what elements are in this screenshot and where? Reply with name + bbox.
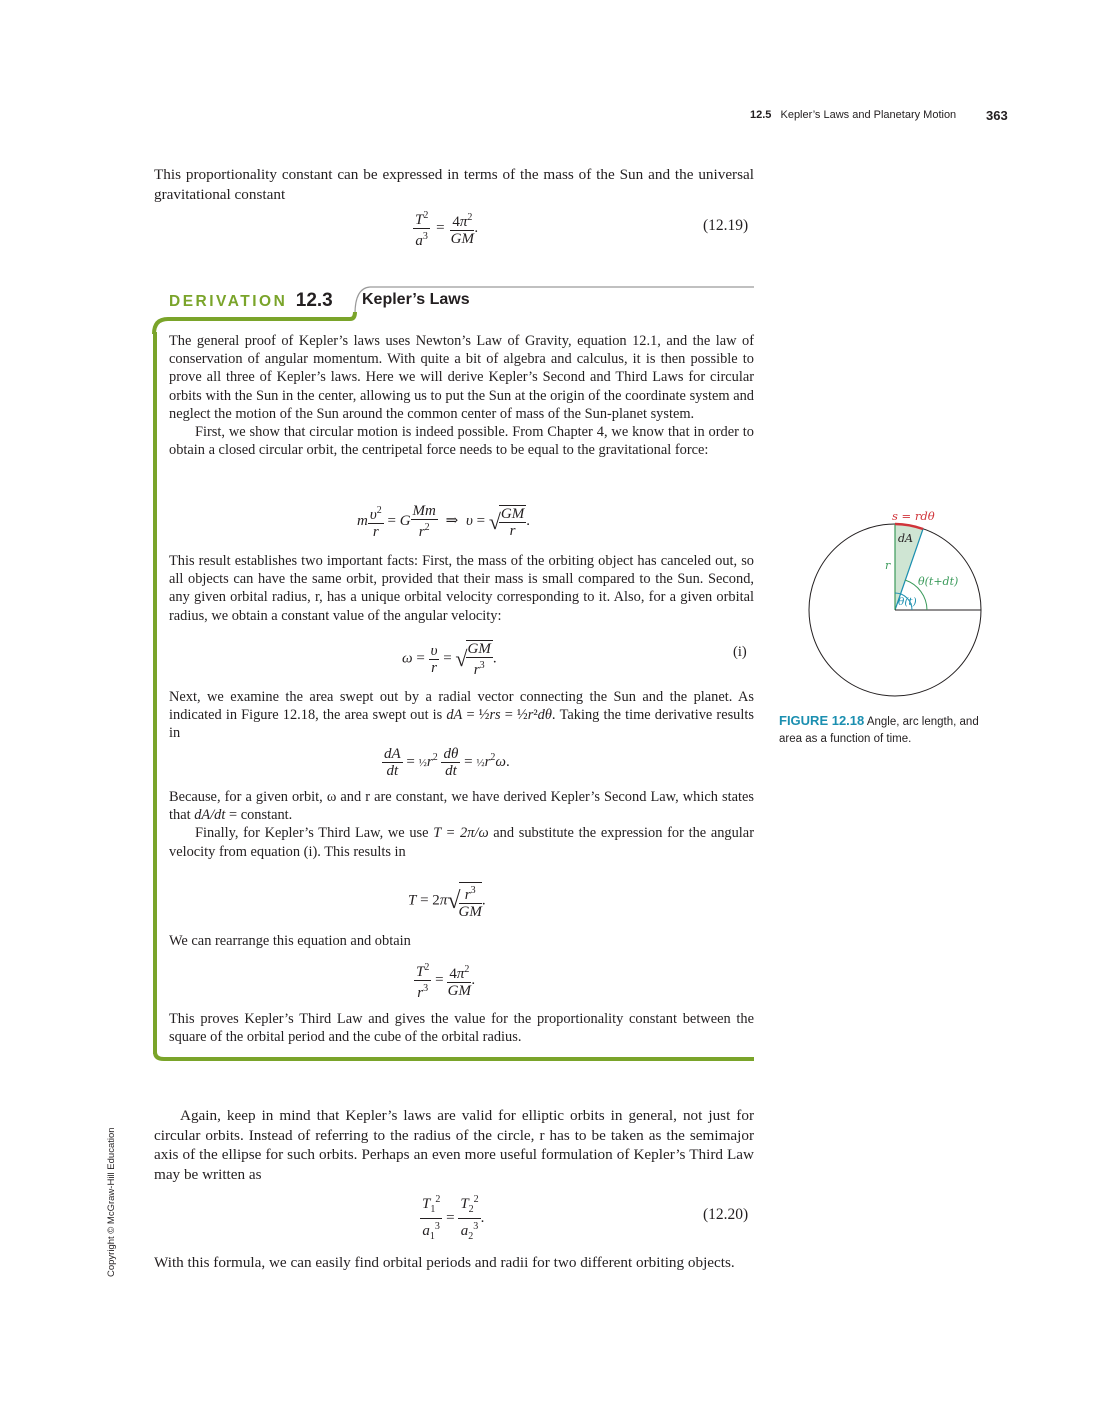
after-paragraph-2: With this formula, we can easily find orbital periods and radii for two different orbiting objects.: [154, 1254, 735, 1271]
equation-12-20: $\frac{T_1^2}{a_1^3}$ = $\frac{T_2^2}{a_2^3}$ .: [422, 1194, 485, 1242]
derivation-text-1: The general proof of Kepler’s laws uses Newton’s Law of Gravity, equation 12.1, and the law of conservation of angular momentum. With quite a bit of algebra and calculus, it is then possible to prove all three of Kepler’s laws. Here we will derive Kepler’s Second and Third Laws for circular orbits with the Sun in the center, allowing us to put the Sun at the origin of the coordinate system and neglect the motion of the Sun around the common center of mass of the Sun-planet system.: [169, 333, 754, 422]
derivation-text-6c: and substitute the expression for the angular velocity from equation (i). This results in: [169, 825, 754, 860]
figure-label: FIGURE 12.18: [779, 713, 865, 728]
equation-12-19: $\frac{T^2}{a^3}$ = $\frac{4\pi^2}{GM}$ .: [415, 210, 479, 249]
derivation-word: DERIVATION: [169, 293, 288, 310]
derivation-text-5a: Because, for a given orbit, ω and r are constant, we have derived Kepler’s Second Law, which states that: [169, 789, 754, 824]
equation-area-rate: $\frac{dA}{dt}$ = $\frac{1}{2}r^2$ $\frac{d\theta}{dt}$ = $\frac{1}{2}r^2\omega$.: [384, 746, 510, 779]
after-paragraph-1: [154, 1106, 754, 1184]
radius-label: r: [885, 559, 891, 572]
derivation-p3: This result establishes two important facts: First, the mass of the orbiting object has canceled out, so all objects can have the same orbit, provided that their mass is small compared to the Sun. Second, any given orbital radius, r, has a unique orbital velocity corresponding to it. Also, for a given orbital radius, we obtain a constant value of the angular velocity:: [169, 553, 754, 624]
equation-centripetal: m $\frac{\upsilon^2}{r}$ = G $\frac{Mm}{r^2}$ ⇒ υ = √ $\frac{GM}{r}$ .: [357, 503, 530, 540]
derivation-p4: Next, we examine the area swept out by a radial vector connecting the Sun and the planet. As indicated in Figure 12.18, the area swept out is dA = ½rs = ½r²dθ. Taking the time derivative results in: [169, 689, 754, 742]
running-header: [750, 109, 956, 121]
derivation-p7: We can rearrange this equation and obtain: [169, 933, 411, 949]
derivation-p8: This proves Kepler’s Third Law and gives the value for the proportionality constant between the square of the orbital period and the cube of the orbital radius.: [169, 1011, 754, 1046]
derivation-p5: [169, 788, 754, 861]
derivation-text-5c: = constant.: [229, 807, 293, 824]
derivation-text-6a: Finally, for Kepler’s Third Law, we use: [195, 825, 429, 842]
derivation-text-5b: dA/dt: [194, 807, 226, 824]
section-number: 12.5: [750, 109, 772, 121]
page-number: 363: [986, 108, 1008, 123]
equation-number-i: (i): [733, 644, 747, 660]
derivation-text-4a: Next, we examine the area swept out by a radial vector connecting the Sun and the planet. As indicated in Figure 12.18, the area swept out is: [169, 689, 754, 724]
after-text-1: Again, keep in mind that Kepler’s laws are valid for elliptic orbits in general, not just for circular orbits. Instead of referring to the radius of the circle, r has to be taken as the semimajor axis of the ellipse for such orbits. Perhaps an even more useful formulation of Kepler’s Third Law may be written as: [154, 1107, 754, 1183]
equation-kepler-third: $\frac{T^2}{r^3}$ = $\frac{4\pi^2}{GM}$ .: [416, 962, 476, 1001]
equation-period: T = 2π√ $\frac{r^3}{GM}$ .: [408, 882, 486, 920]
derivation-title: Kepler’s Laws: [362, 291, 470, 308]
figure-caption: [779, 712, 1004, 748]
figure-caption-text: Angle, arc length, and area as a function of time.: [779, 716, 979, 745]
derivation-text-4b: Taking the time derivative results in: [169, 707, 754, 742]
derivation-text-2: First, we show that circular motion is indeed possible. From Chapter 4, we know that in order to obtain a closed circular orbit, the centripetal force needs to be equal to the gravitational force:: [169, 424, 754, 459]
equation-number-12-19: (12.19): [703, 217, 749, 234]
equation-angular-velocity: ω = $\frac{\upsilon}{r}$ = √ $\frac{GM}{r^3}$ .: [402, 641, 497, 678]
derivation-number: 12.3: [295, 290, 333, 311]
figure-12-18: [800, 505, 990, 705]
intro-paragraph: This proportionality constant can be expressed in terms of the mass of the Sun and the universal gravitational constant: [154, 166, 754, 203]
angle-dt-label: θ(t+dt): [918, 575, 959, 588]
derivation-p1: [169, 332, 754, 459]
area-label: dA: [898, 532, 913, 545]
arc-label: s = rdθ: [892, 509, 935, 523]
equation-number-12-20: (12.20): [703, 1206, 749, 1223]
copyright-note: Copyright © McGraw-Hill Education: [106, 1127, 117, 1277]
angle-label: θ(t): [898, 596, 917, 608]
derivation-text-6b: T = 2π/ω: [433, 825, 489, 842]
section-title: Kepler’s Laws and Planetary Motion: [780, 109, 957, 121]
